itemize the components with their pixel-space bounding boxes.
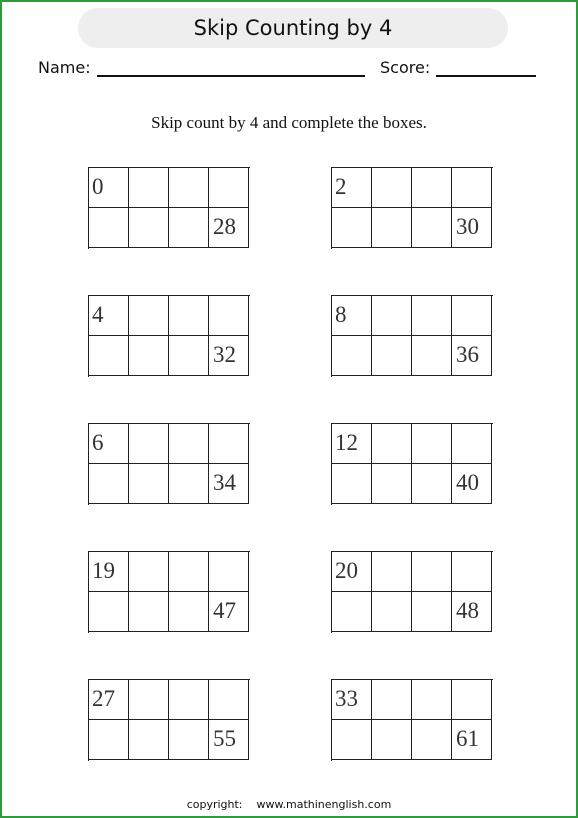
skip-count-grid: [88, 423, 250, 505]
end-number: 28: [213, 214, 236, 239]
grid-cell-blank[interactable]: [372, 336, 412, 376]
grid-cell-blank[interactable]: [412, 552, 452, 592]
name-label: Name:: [38, 58, 91, 77]
skip-count-grid: [331, 167, 493, 249]
grid-cell-blank[interactable]: [412, 296, 452, 336]
skip-count-grid: [88, 295, 250, 377]
end-number: 34: [213, 470, 236, 495]
grid-cell-start: [332, 168, 372, 208]
grid-cell-blank[interactable]: [332, 336, 372, 376]
grid-cell-blank[interactable]: [372, 552, 412, 592]
grid-cell-blank[interactable]: [372, 168, 412, 208]
grid-cell-blank[interactable]: [169, 464, 209, 504]
grid-cell-end: [209, 592, 249, 632]
footer: [0, 798, 578, 811]
grid-cell-start: [332, 552, 372, 592]
website-link[interactable]: www.mathinenglish.com: [256, 798, 392, 811]
grid-cell-end: [209, 464, 249, 504]
grid-cell-blank[interactable]: [129, 296, 169, 336]
start-number: 20: [335, 558, 358, 583]
grid-cell-blank[interactable]: [89, 336, 129, 376]
start-number: 2: [335, 174, 347, 199]
grid-cell-blank[interactable]: [412, 720, 452, 760]
grid-cell-blank[interactable]: [129, 208, 169, 248]
grid-cell-blank[interactable]: [89, 592, 129, 632]
copyright-label: copyright:: [186, 798, 243, 811]
end-number: 55: [213, 726, 236, 751]
grid-cell-blank[interactable]: [452, 424, 492, 464]
name-blank-line[interactable]: [97, 58, 365, 77]
worksheet-title-text: Skip Counting by 4: [193, 16, 393, 40]
grid-cell-blank[interactable]: [372, 592, 412, 632]
grid-cell-end: [209, 336, 249, 376]
grid-cell-blank[interactable]: [169, 168, 209, 208]
grid-cell-blank[interactable]: [89, 464, 129, 504]
end-number: 61: [456, 726, 479, 751]
grid-cell-blank[interactable]: [209, 552, 249, 592]
grid-cell-end: [452, 464, 492, 504]
grid-cell-blank[interactable]: [129, 720, 169, 760]
worksheet-title: [78, 8, 508, 48]
end-number: 47: [213, 598, 236, 623]
grid-cell-blank[interactable]: [209, 296, 249, 336]
skip-count-grid: [331, 679, 493, 761]
grid-cell-blank[interactable]: [452, 168, 492, 208]
start-number: 33: [335, 686, 358, 711]
grid-cell-start: [89, 168, 129, 208]
grid-cell-blank[interactable]: [89, 720, 129, 760]
grid-cell-blank[interactable]: [169, 592, 209, 632]
grid-cell-start: [332, 680, 372, 720]
grid-cell-blank[interactable]: [169, 720, 209, 760]
grid-cell-blank[interactable]: [169, 552, 209, 592]
grid-cell-blank[interactable]: [129, 336, 169, 376]
grid-cell-blank[interactable]: [372, 464, 412, 504]
grid-cell-blank[interactable]: [412, 680, 452, 720]
grid-cell-blank[interactable]: [129, 168, 169, 208]
skip-count-grid: [331, 423, 493, 505]
grid-cell-start: [332, 424, 372, 464]
grid-cell-start: [332, 296, 372, 336]
grid-cell-blank[interactable]: [372, 296, 412, 336]
start-number: 12: [335, 430, 358, 455]
start-number: 6: [92, 430, 104, 455]
grid-cell-end: [452, 208, 492, 248]
grid-cell-blank[interactable]: [209, 424, 249, 464]
score-label: Score:: [380, 58, 431, 77]
grid-cell-blank[interactable]: [332, 208, 372, 248]
grid-cell-blank[interactable]: [209, 168, 249, 208]
grid-cell-end: [452, 336, 492, 376]
grid-cell-blank[interactable]: [169, 680, 209, 720]
end-number: 36: [456, 342, 479, 367]
grid-cell-blank[interactable]: [452, 680, 492, 720]
grid-cell-start: [89, 680, 129, 720]
end-number: 32: [213, 342, 236, 367]
grid-cell-start: [89, 424, 129, 464]
grid-cell-blank[interactable]: [129, 464, 169, 504]
skip-count-grid: [331, 551, 493, 633]
grid-cell-blank[interactable]: [372, 208, 412, 248]
skip-count-grid: [88, 679, 250, 761]
start-number: 19: [92, 558, 115, 583]
grid-cell-blank[interactable]: [412, 464, 452, 504]
grid-cell-blank[interactable]: [89, 208, 129, 248]
instructions-text: Skip count by 4 and complete the boxes.: [151, 113, 427, 132]
end-number: 48: [456, 598, 479, 623]
start-number: 0: [92, 174, 104, 199]
grid-cell-blank[interactable]: [372, 680, 412, 720]
score-blank-line[interactable]: [436, 58, 536, 77]
grid-cell-blank[interactable]: [169, 336, 209, 376]
grid-cell-end: [209, 720, 249, 760]
skip-count-grid: [331, 295, 493, 377]
end-number: 40: [456, 470, 479, 495]
skip-count-grid: [88, 551, 250, 633]
grid-cell-end: [452, 592, 492, 632]
name-field-row: [38, 58, 365, 77]
grid-cell-blank[interactable]: [129, 424, 169, 464]
grid-cell-blank[interactable]: [412, 424, 452, 464]
grid-cell-blank[interactable]: [412, 592, 452, 632]
grid-cell-blank[interactable]: [372, 720, 412, 760]
grid-cell-blank[interactable]: [129, 592, 169, 632]
grid-cell-blank[interactable]: [452, 296, 492, 336]
end-number: 30: [456, 214, 479, 239]
grid-cell-end: [452, 720, 492, 760]
skip-count-grid: [88, 167, 250, 249]
grid-cell-end: [209, 208, 249, 248]
score-field-row: [380, 58, 536, 77]
grid-cell-blank[interactable]: [169, 424, 209, 464]
start-number: 4: [92, 302, 104, 327]
grid-cell-blank[interactable]: [412, 208, 452, 248]
grid-cell-blank[interactable]: [129, 680, 169, 720]
grid-cell-blank[interactable]: [169, 296, 209, 336]
grid-cell-start: [89, 296, 129, 336]
grid-cell-blank[interactable]: [412, 168, 452, 208]
grid-cell-blank[interactable]: [129, 552, 169, 592]
grid-cell-blank[interactable]: [452, 552, 492, 592]
start-number: 27: [92, 686, 115, 711]
grid-cell-blank[interactable]: [169, 208, 209, 248]
grid-cell-blank[interactable]: [209, 680, 249, 720]
grid-cell-blank[interactable]: [332, 592, 372, 632]
grid-cell-blank[interactable]: [332, 720, 372, 760]
start-number: 8: [335, 302, 347, 327]
grid-cell-blank[interactable]: [332, 464, 372, 504]
grid-cell-blank[interactable]: [412, 336, 452, 376]
grid-cell-blank[interactable]: [372, 424, 412, 464]
grid-cell-start: [89, 552, 129, 592]
